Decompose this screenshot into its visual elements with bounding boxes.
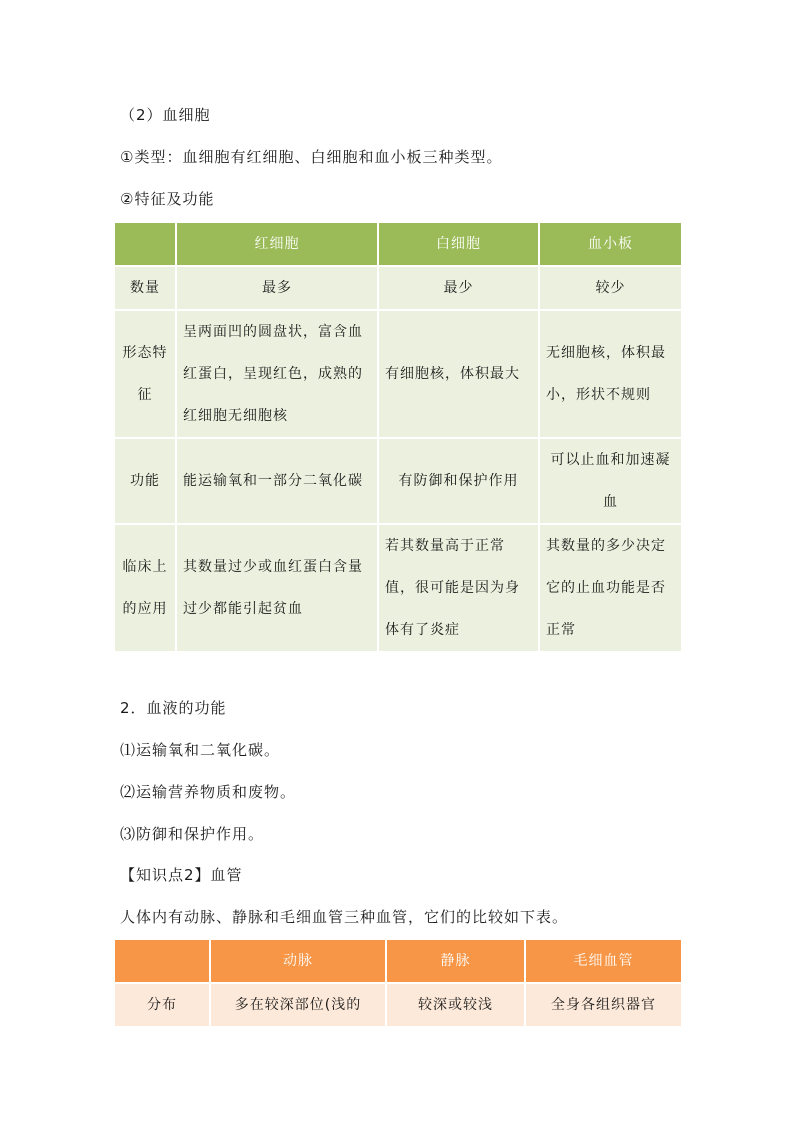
row-label: 功能 <box>114 438 176 524</box>
table-cell: 能运输氧和一部分二氧化碳 <box>176 438 378 524</box>
list-item: ⑶防御和保护作用。 <box>120 825 265 843</box>
blood-function-heading: 2．血液的功能 <box>120 699 227 717</box>
type-line: ①类型：血细胞有红细胞、白细胞和血小板三种类型。 <box>120 148 503 166</box>
table-cell: 最多 <box>176 266 378 310</box>
section-heading: （2）血细胞 <box>120 106 211 124</box>
blood-vessel-table <box>113 938 683 1028</box>
table-row <box>114 266 682 310</box>
header-capillary: 毛细血管 <box>525 939 682 983</box>
table-cell: 可以止血和加速凝血 <box>539 438 682 524</box>
table-cell: 呈两面凹的圆盘状，富含血红蛋白，呈现红色，成熟的红细胞无细胞核 <box>176 310 378 438</box>
knowledge-point-heading: 【知识点2】血管 <box>120 866 243 884</box>
vessel-intro: 人体内有动脉、静脉和毛细血管三种血管，它们的比较如下表。 <box>120 908 569 926</box>
table-row <box>114 524 682 652</box>
table-cell: 最少 <box>378 266 539 310</box>
feature-line: ②特征及功能 <box>120 190 215 208</box>
table-cell: 有细胞核，体积最大 <box>378 310 539 438</box>
table-cell: 全身各组织器官 <box>525 983 682 1027</box>
header-cell-empty <box>114 939 210 983</box>
header-vein: 静脉 <box>386 939 525 983</box>
header-red-cell: 红细胞 <box>176 222 378 266</box>
table-row <box>114 983 682 1027</box>
row-label: 数量 <box>114 266 176 310</box>
row-label: 临床上的应用 <box>114 524 176 652</box>
table-cell: 若其数量高于正常值，很可能是因为身体有了炎症 <box>378 524 539 652</box>
table-cell: 多在较深部位(浅的 <box>210 983 386 1027</box>
list-item: ⑴运输氧和二氧化碳。 <box>120 741 281 759</box>
table-cell: 较深或较浅 <box>386 983 525 1027</box>
blood-cell-table <box>113 221 683 653</box>
table-row <box>114 438 682 524</box>
header-cell-empty <box>114 222 176 266</box>
header-platelet: 血小板 <box>539 222 682 266</box>
table-cell: 其数量的多少决定它的止血功能是否正常 <box>539 524 682 652</box>
row-label: 分布 <box>114 983 210 1027</box>
row-label: 形态特征 <box>114 310 176 438</box>
table-cell: 有防御和保护作用 <box>378 438 539 524</box>
list-item: ⑵运输营养物质和废物。 <box>120 783 297 801</box>
table-header-row <box>114 222 682 266</box>
header-white-cell: 白细胞 <box>378 222 539 266</box>
table-cell: 其数量过少或血红蛋白含量过少都能引起贫血 <box>176 524 378 652</box>
table-header-row <box>114 939 682 983</box>
table-row <box>114 310 682 438</box>
table-cell: 较少 <box>539 266 682 310</box>
header-artery: 动脉 <box>210 939 386 983</box>
table-cell: 无细胞核，体积最小，形状不规则 <box>539 310 682 438</box>
